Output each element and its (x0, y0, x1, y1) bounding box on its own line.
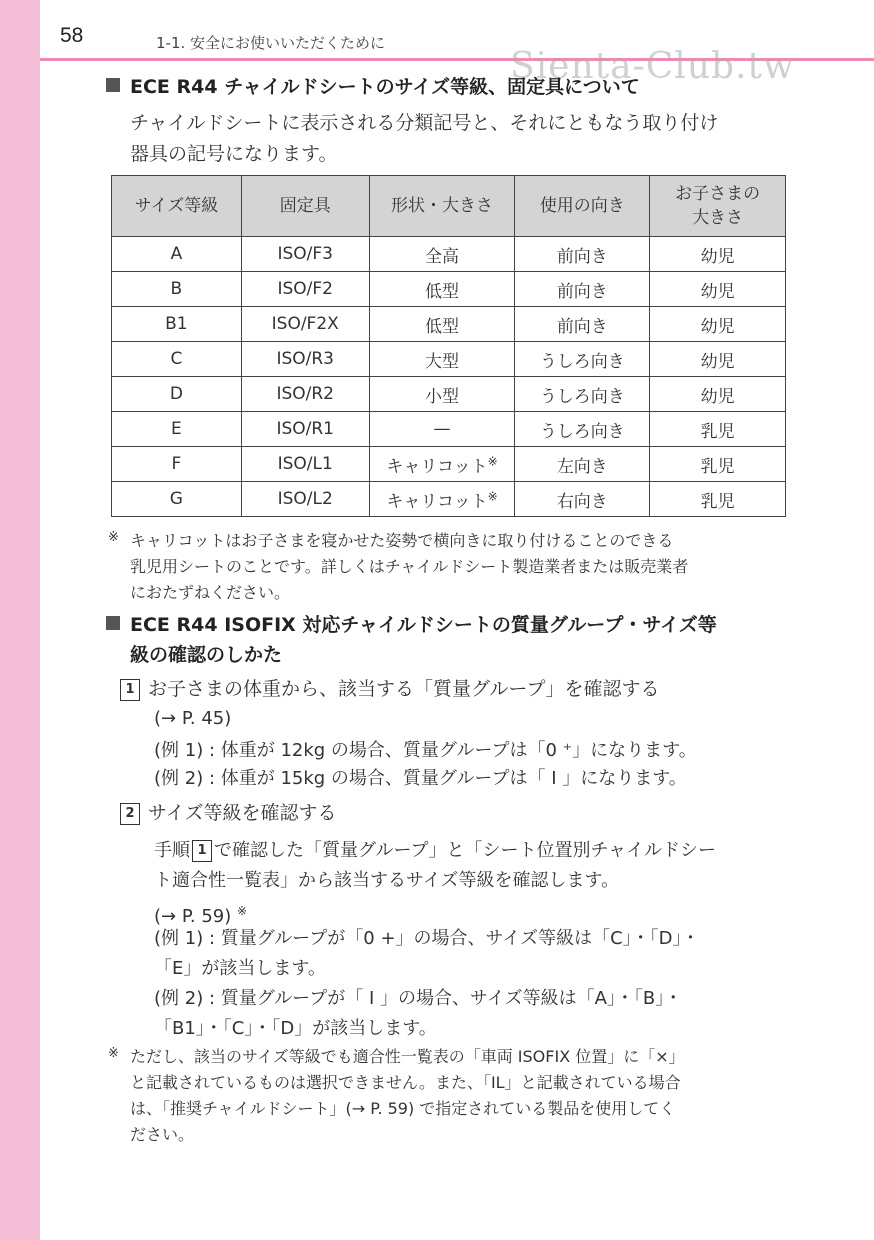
step-1-example-1: (例 1) : 体重が 12kg の場合、質量グループは「0 ⁺」になります。 (154, 740, 697, 761)
step-number-badge: 1 (120, 679, 140, 701)
step-1-example-2: (例 2) : 体重が 15kg の場合、質量グループは「 I 」になります。 (154, 768, 687, 789)
chapter-title: 1-1. 安全にお使いいただくために (156, 34, 386, 52)
table-row: G ISO/L2 キャリコット※ 右向き 乳児 (112, 482, 786, 517)
col-fixture: 固定具 (241, 176, 369, 237)
table-row: D ISO/R2 小型 うしろ向き 幼児 (112, 377, 786, 412)
isofix-footnote: ※ ただし、該当のサイズ等級でも適合性一覧表の「車両 ISOFIX 位置」に「×」 と記載されているものは選択できません。また、「IL」と記載されている場合 は、「推奨チャイルドシート」(→ P. 59) で指定されている製品を使用してく ださい。 (108, 1046, 685, 1144)
bullet-square-icon (106, 616, 120, 630)
col-child-size: お子さまの 大きさ (650, 176, 786, 237)
step-1: 1 お子さまの体重から、該当する「質量グループ」を確認する (120, 674, 659, 704)
table-row: C ISO/R3 大型 うしろ向き 幼児 (112, 342, 786, 377)
step-reference-badge: 1 (192, 840, 212, 862)
table-header-row (112, 176, 786, 237)
step-2-description: 手順 1 で確認した「質量グループ」と「シート位置別チャイルドシー ト適合性一覧表」から該当するサイズ等級を確認します。 (→ P. 59) ※ (154, 840, 717, 927)
table-row: E ISO/R1 — うしろ向き 乳児 (112, 412, 786, 447)
watermark: Sienta-Club.tw (510, 46, 795, 87)
step-2-example-2: (例 2) : 質量グループが「 I 」の場合、サイズ等級は「A」・「B」・ 「B1」・「C」・「D」が該当します。 (154, 988, 683, 1039)
step-1-ref: (→ P. 45) (154, 708, 232, 729)
section-heading-isofix: ECE R44 ISOFIX 対応チャイルドシートの質量グループ・サイズ等 級の確認のしかた (106, 610, 717, 670)
table-row: F ISO/L1 キャリコット※ 左向き 乳児 (112, 447, 786, 482)
carrycot-cell: キャリコット※ (369, 447, 515, 482)
page-number: 58 (60, 24, 84, 47)
table-row: B1 ISO/F2X 低型 前向き 幼児 (112, 307, 786, 342)
col-shape: 形状・大きさ (369, 176, 515, 237)
section-heading-size-class: ECE R44 チャイルドシートのサイズ等級、固定具について (106, 72, 640, 102)
table-row: B ISO/F2 低型 前向き 幼児 (112, 272, 786, 307)
size-class-table (111, 175, 786, 517)
col-size-class: サイズ等級 (112, 176, 242, 237)
carrycot-footnote: ※ キャリコットはお子さまを寝かせた姿勢で横向きに取り付けることのできる 乳児用シートのことです。詳しくはチャイルドシート製造業者または販売業者 におたずねください。 (108, 530, 689, 602)
intro-paragraph: チャイルドシートに表示される分類記号と、それにともなう取り付け 器具の記号になります。 (130, 112, 719, 165)
col-direction: 使用の向き (515, 176, 650, 237)
table-row: A ISO/F3 全高 前向き 幼児 (112, 237, 786, 272)
step-number-badge: 2 (120, 803, 140, 825)
chapter-side-tab (0, 0, 40, 1240)
step-2: 2 サイズ等級を確認する (120, 798, 336, 828)
step-2-example-1: (例 1) : 質量グループが「0 +」の場合、サイズ等級は「C」・「D」・ 「E」が該当します。 (154, 928, 700, 979)
carrycot-cell: キャリコット※ (369, 482, 515, 517)
bullet-square-icon (106, 78, 120, 92)
